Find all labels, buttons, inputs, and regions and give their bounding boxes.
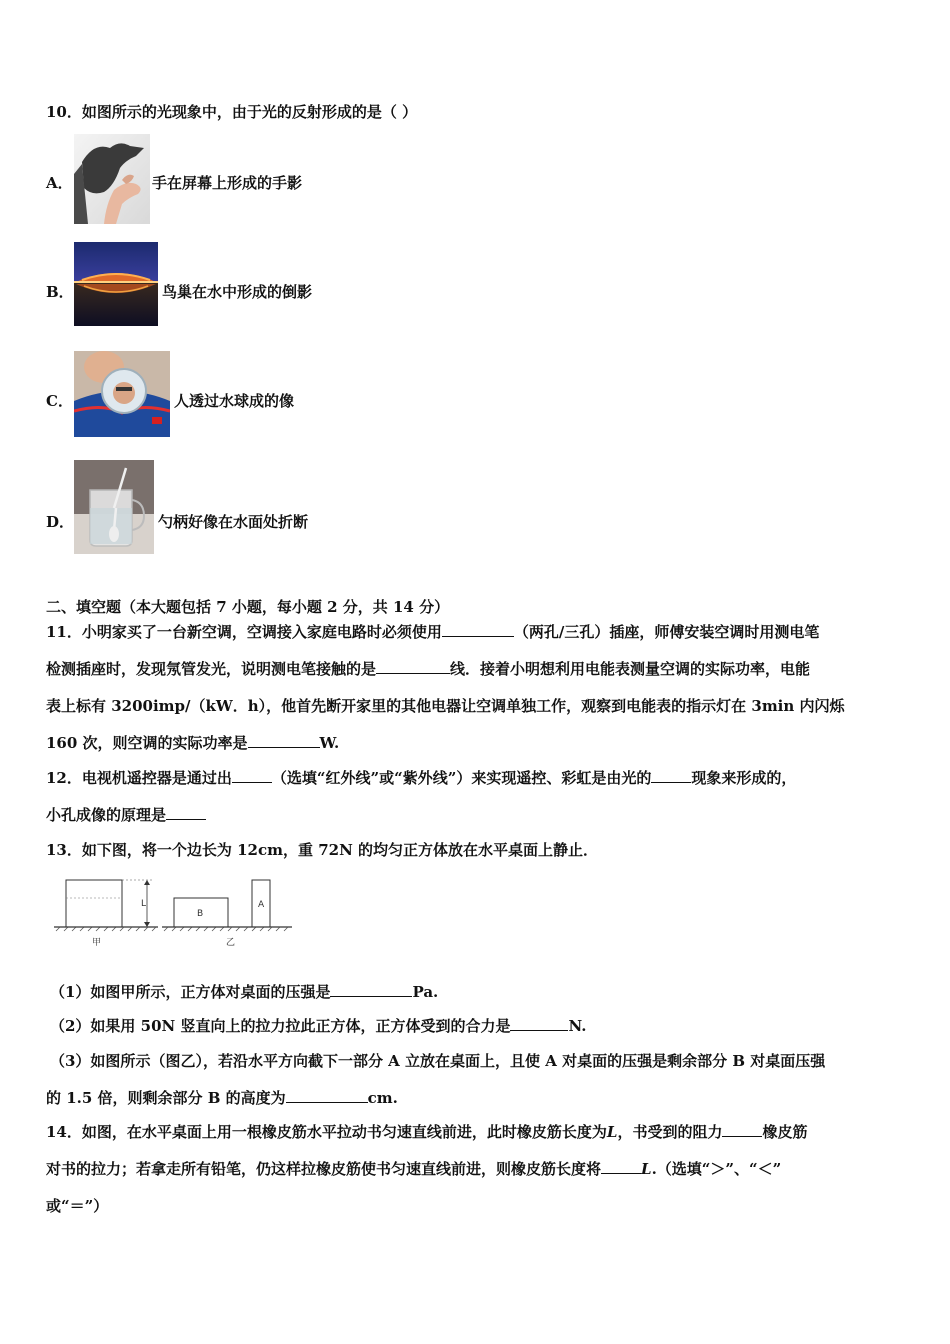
q13-blank-2	[510, 1016, 568, 1031]
q12-text-1c: 现象来形成的，	[691, 769, 797, 787]
q10-stem: 10．如图所示的光现象中，由于光的反射形成的是（ ）	[46, 103, 418, 121]
q11-blank-2	[376, 659, 450, 674]
q13-text-3a: 的 1.5 倍，则剩余部分 B 的高度为	[46, 1089, 286, 1107]
q13-text-2b: N.	[568, 1017, 587, 1035]
q13-part-3-line-1: （3）如图所示（图乙），若沿水平方向截下一部分 A 立放在桌面上，且使 A 对桌面的压强是剩余部分 B 对桌面压强	[50, 1052, 826, 1070]
q12-text-2a: 小孔成像的原理是	[46, 806, 167, 824]
option-d-letter: D．	[46, 513, 75, 531]
label-A: A	[258, 900, 265, 910]
q11-line-2	[46, 659, 810, 679]
birds-nest-reflection-photo	[74, 242, 158, 326]
q11-text-1b: （两孔/三孔）插座，师傅安装空调时用测电笔	[513, 623, 820, 641]
q12-text-1a: 12．电视机遥控器是通过出	[46, 769, 232, 787]
q11-text-4b: W.	[319, 734, 340, 752]
label-jia: 甲	[92, 938, 102, 948]
q12-blank-2	[651, 768, 691, 783]
label-L: L	[141, 899, 147, 909]
q12-blank-3	[166, 805, 206, 820]
q13-part-3-line-2	[46, 1088, 398, 1108]
q11-text-2b: 线．接着小明想利用电能表测量空调的实际功率，电能	[450, 660, 811, 678]
section-heading: 二、填空题（本大题包括 7 小题，每小题 2 分，共 14 分）	[46, 598, 450, 616]
option-b-letter: B．	[46, 283, 74, 301]
q14-text-1a: 14．如图，在水平桌面上用一根橡皮筋水平拉动书匀速直线前进，此时橡皮筋长度为	[46, 1123, 607, 1141]
q14-blank-2	[601, 1159, 641, 1174]
q14-text-2b: .（选填“＞”、“＜”	[651, 1160, 782, 1178]
q14-line-3: 或“＝”）	[46, 1197, 109, 1215]
cube-jia	[66, 880, 122, 927]
q13-diagram	[54, 872, 294, 952]
q12-text-1b: （选填“红外线”或“紫外线”）来实现遥控、彩虹是由光的	[271, 769, 652, 787]
option-d-text: 勺柄好像在水面处折断	[158, 513, 309, 531]
q11-line-1	[46, 622, 819, 642]
option-a-text: 手在屏幕上形成的手影	[152, 174, 303, 192]
q13-blank-3	[286, 1088, 368, 1103]
q11-blank-3	[248, 733, 320, 748]
q14-line-1	[46, 1122, 807, 1142]
q13-blank-1	[330, 982, 412, 997]
q13-text-2a: （2）如果用 50N 竖直向上的拉力拉此正方体，正方体受到的合力是	[50, 1017, 511, 1035]
option-c-letter: C．	[46, 392, 73, 410]
q11-text-1a: 11．小明家买了一台新空调，空调接入家庭电路时必须使用	[46, 623, 442, 641]
label-B: B	[197, 909, 204, 919]
q11-line-4	[46, 733, 339, 753]
q13-text-3b: cm.	[367, 1089, 398, 1107]
q12-blank-1	[232, 768, 272, 783]
water-ball-image-photo	[74, 351, 170, 437]
q13-part-1	[50, 982, 438, 1002]
q13-text-1b: Pa.	[412, 983, 439, 1001]
q14-line-2	[46, 1159, 781, 1179]
q11-line-3: 表上标有 3200imp/（kW．h），他首先断开家里的其他电器让空调单独工作，观察到电能表的指示灯在 3min 内闪烁	[46, 697, 845, 715]
q14-var-L-2: L	[641, 1160, 652, 1178]
q14-text-1b: ，书受到的阻力	[617, 1123, 723, 1141]
option-c-text: 人透过水球成的像	[174, 392, 295, 410]
q12-line-2	[46, 805, 206, 825]
q12-line-1	[46, 768, 796, 788]
q14-var-L-1: L	[606, 1123, 618, 1141]
q11-text-2a: 检测插座时，发现氖管发光，说明测电笔接触的是	[46, 660, 377, 678]
q13-part-2	[50, 1016, 586, 1036]
q14-text-2a: 对书的拉力；若拿走所有铅笔，仍这样拉橡皮筋使书匀速直线前进，则橡皮筋长度将	[46, 1160, 602, 1178]
q14-blank-1	[722, 1122, 762, 1137]
option-b-text: 鸟巢在水中形成的倒影	[162, 283, 313, 301]
q13-text-1a: （1）如图甲所示，正方体对桌面的压强是	[50, 983, 331, 1001]
spoon-in-water-photo	[74, 460, 154, 554]
q13-stem: 13．如下图，将一个边长为 12cm，重 72N 的均匀正方体放在水平桌面上静止．	[46, 841, 599, 859]
q14-text-1c: 橡皮筋	[762, 1123, 808, 1141]
q11-text-4a: 160 次，则空调的实际功率是	[46, 734, 248, 752]
option-a-letter: A．	[46, 174, 73, 192]
hand-shadow-photo	[74, 134, 150, 224]
q11-blank-1	[442, 622, 514, 637]
label-yi: 乙	[226, 938, 236, 948]
